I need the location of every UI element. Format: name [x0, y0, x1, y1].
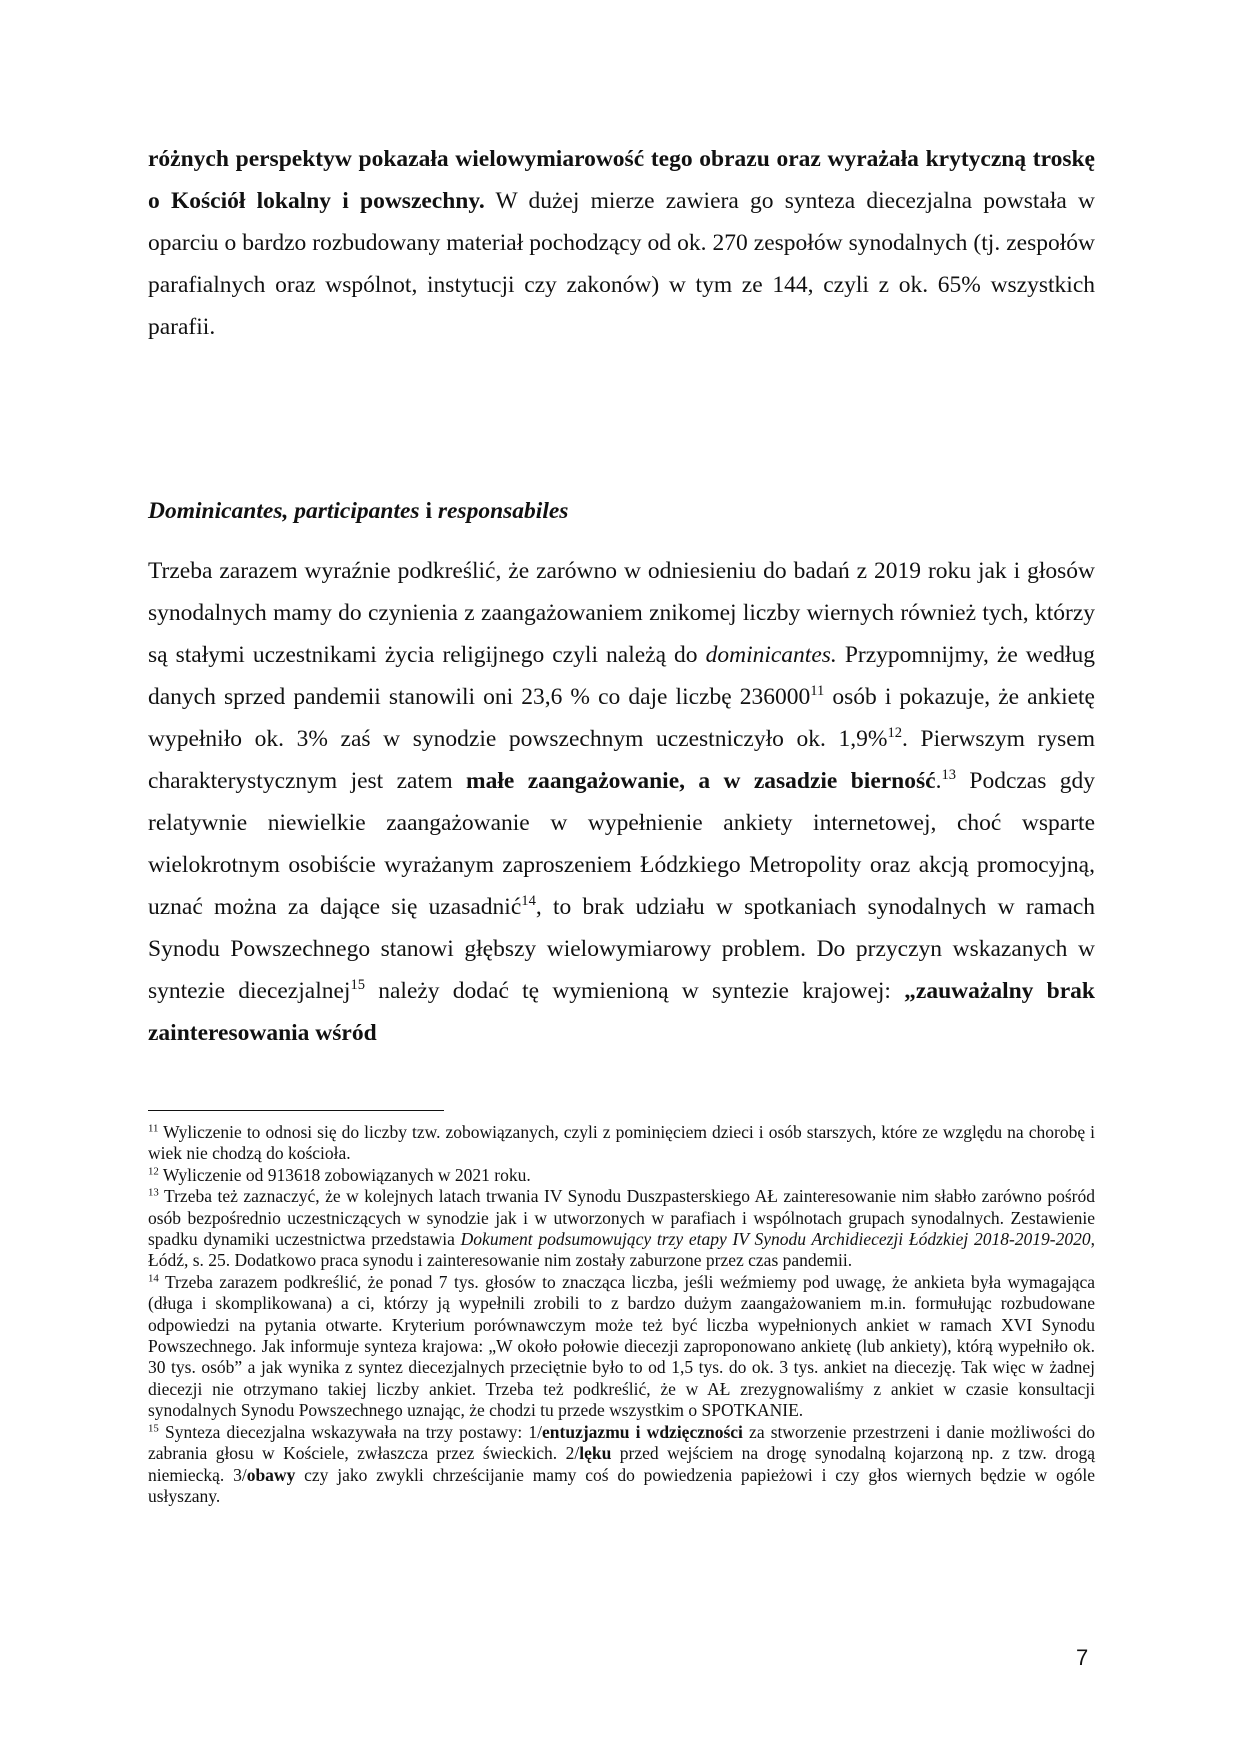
paragraph-text: . Pierwszym rysem charakterystycznym jest zatem [148, 726, 1095, 794]
paragraph-text: W dużej mierze zawiera go synteza diecezjalna powstała w oparciu o bardzo rozbudowany materiał pochodzący od ok. 270 zespołów synodalnych (tj. zespołów parafialnych oraz wspólnot, instytucji czy zakonów) w tym ze 144, czyli z ok. 65% wszystkich parafii. [148, 188, 1095, 340]
footnote-text: przed wejściem na drogę synodalną kojarzoną np. z tzw. drogą niemiecką. 3/ [148, 1443, 1095, 1485]
bold-phrase: różnych perspektyw pokazała wielowymiarowość tego obrazu oraz wyrażała krytyczną troskę o Kościół lokalny i powszechny. [148, 146, 1095, 214]
footnote-number: 14 [148, 1272, 159, 1285]
paragraph-text: Przypomnijmy, że według danych sprzed pandemii stanowili oni 23,6 % co daje liczbę 236000 [148, 642, 1095, 710]
italic-term: dominicantes. [705, 642, 837, 668]
footnote-italic-title: Dokument podsumowujący trzy etapy IV Synodu Archidiecezji Łódzkiej 2018-2019-2020 [460, 1229, 1091, 1250]
heading-part: i [419, 498, 438, 524]
footnote-text: Wyliczenie od 913618 zobowiązanych w 2021 roku. [158, 1164, 531, 1185]
paragraph-text: należy dodać tę wymienioną w syntezie krajowej: [365, 978, 905, 1004]
footnote-ref[interactable]: 12 [887, 724, 902, 741]
footnote-12 [148, 1165, 1095, 1186]
footnote-15 [148, 1422, 1095, 1508]
footnote-text: Wyliczenie to odnosi się do liczby tzw. zobowiązanych, czyli z pominięciem dzieci i osób starszych, które ze względu na chorobę i wiek nie chodzą do kościoła. [148, 1122, 1095, 1164]
paragraph-text: , to brak udziału w spotkaniach synodalnych w ramach Synodu Powszechnego stanowi głębszy wielowymiarowy problem. Do przyczyn wskazanych w syntezie diecezjalnej [148, 894, 1096, 1004]
footnote-text: Trzeba też zaznaczyć, że w kolejnych latach trwania IV Synodu Duszpasterskiego AŁ zainteresowanie nim słabło zarówno pośród osób bezpośrednio uczestniczących w synodzie jak i w utworzonych w parafiach i wspólnotach grupach synodalnych. Zestawienie spadku dynamiki uczestnictwa przedstawia [148, 1186, 1095, 1250]
paragraph-text: . [935, 768, 942, 794]
heading-part: Dominicantes, participantes [148, 498, 420, 524]
paragraph-text: Trzeba zarazem wyraźnie podkreślić, że zarówno w odniesieniu do badań z 2019 roku jak i głosów synodalnych mamy do czynienia z zaangażowaniem znikomej liczby wiernych również tych, którzy są stałymi uczestnikami życia religijnego czyli należą do [148, 558, 1095, 668]
paragraph-intro [148, 138, 1095, 348]
footnote-ref[interactable]: 14 [521, 892, 536, 909]
footnote-bold: lęku [579, 1443, 612, 1464]
footnote-text: Synteza diecezjalna wskazywała na trzy postawy: 1/ [158, 1421, 543, 1442]
footnote-ref[interactable]: 11 [810, 682, 825, 699]
footnote-number: 15 [148, 1421, 159, 1434]
footnote-text: za stworzenie przestrzeni i danie możliwości do zabrania głosu w Kościele, zwłaszcza przez świeckich. 2/ [148, 1421, 1095, 1464]
footnote-bold: entuzjazmu i wdzięczności [542, 1421, 743, 1442]
footnote-11 [148, 1122, 1095, 1165]
bold-phrase: małe zaangażowanie, a w zasadzie bierność [466, 768, 936, 794]
bold-phrase: „zauważalny brak zainteresowania wśród [148, 978, 1095, 1046]
heading-part: responsabiles [437, 498, 569, 524]
footnote-text: Trzeba zarazem podkreślić, że ponad 7 tys. głosów to znacząca liczba, jeśli weźmiemy pod uwagę, że ankieta była wymagająca (długa i skomplikowana) a ci, którzy ją wypełnili zrobili to z bardzo dużym zaangażowaniem m.in. formułując rozbudowane odpowiedzi na pytania otwarte. Kryterium porównawczym może też być liczba wypełnionych ankiet w ramach XVI Synodu Powszechnego. Jak informuje synteza krajowa: „W około połowie diecezji zaproponowano ankietę (lub ankiety), którą wypełniło ok. 30 tys. osób” a jak wynika z syntez diecezjalnych przeciętnie było to od 1,5 tys. do ok. 3 tys. ankiet na diecezję. Tak więc w żadnej diecezji nie otrzymano takiej liczby ankiet. Trzeba też podkreślić, że w AŁ zrezygnowaliśmy z ankiet w czasie konsultacji synodalnych Synodu Powszechnego uznając, że chodzi tu przede wszystkim o SPOTKANIE. [148, 1271, 1095, 1421]
paragraph-main [148, 550, 1095, 1054]
footnote-bold: obawy [246, 1464, 296, 1485]
footnote-text: czy jako zwykli chrześcijanie mamy coś do powiedzenia papieżowi i czy głos wiernych będzie w ogóle usłyszany. [148, 1464, 1095, 1506]
paragraph-text: osób i pokazuje, że ankietę wypełniło ok. 3% zaś w synodzie powszechnym uczestniczyło ok. 1,9% [148, 684, 1095, 752]
footnotes [148, 1122, 1095, 1507]
footnote-ref[interactable]: 15 [350, 976, 365, 993]
footnote-number: 11 [148, 1122, 159, 1135]
footnote-number: 12 [148, 1165, 159, 1178]
page-number: 7 [1076, 1645, 1089, 1670]
section-heading [148, 490, 1095, 532]
footnote-number: 13 [148, 1186, 159, 1199]
footnote-13 [148, 1186, 1095, 1272]
footnote-text: , Łódź, s. 25. Dodatkowo praca synodu i zainteresowanie nim zostały zaburzone przez czas pandemii. [148, 1229, 1096, 1271]
paragraph-text: Podczas gdy relatywnie niewielkie zaangażowanie w wypełnienie ankiety internetowej, choć wsparte wielokrotnym osobiście wyrażanym zaproszeniem Łódzkiego Metropolity oraz akcją promocyjną, uznać można za dające się uzasadnić [148, 768, 1095, 920]
footnote-ref[interactable]: 13 [941, 766, 957, 783]
footnote-separator [148, 1110, 444, 1111]
footnote-14 [148, 1272, 1095, 1422]
